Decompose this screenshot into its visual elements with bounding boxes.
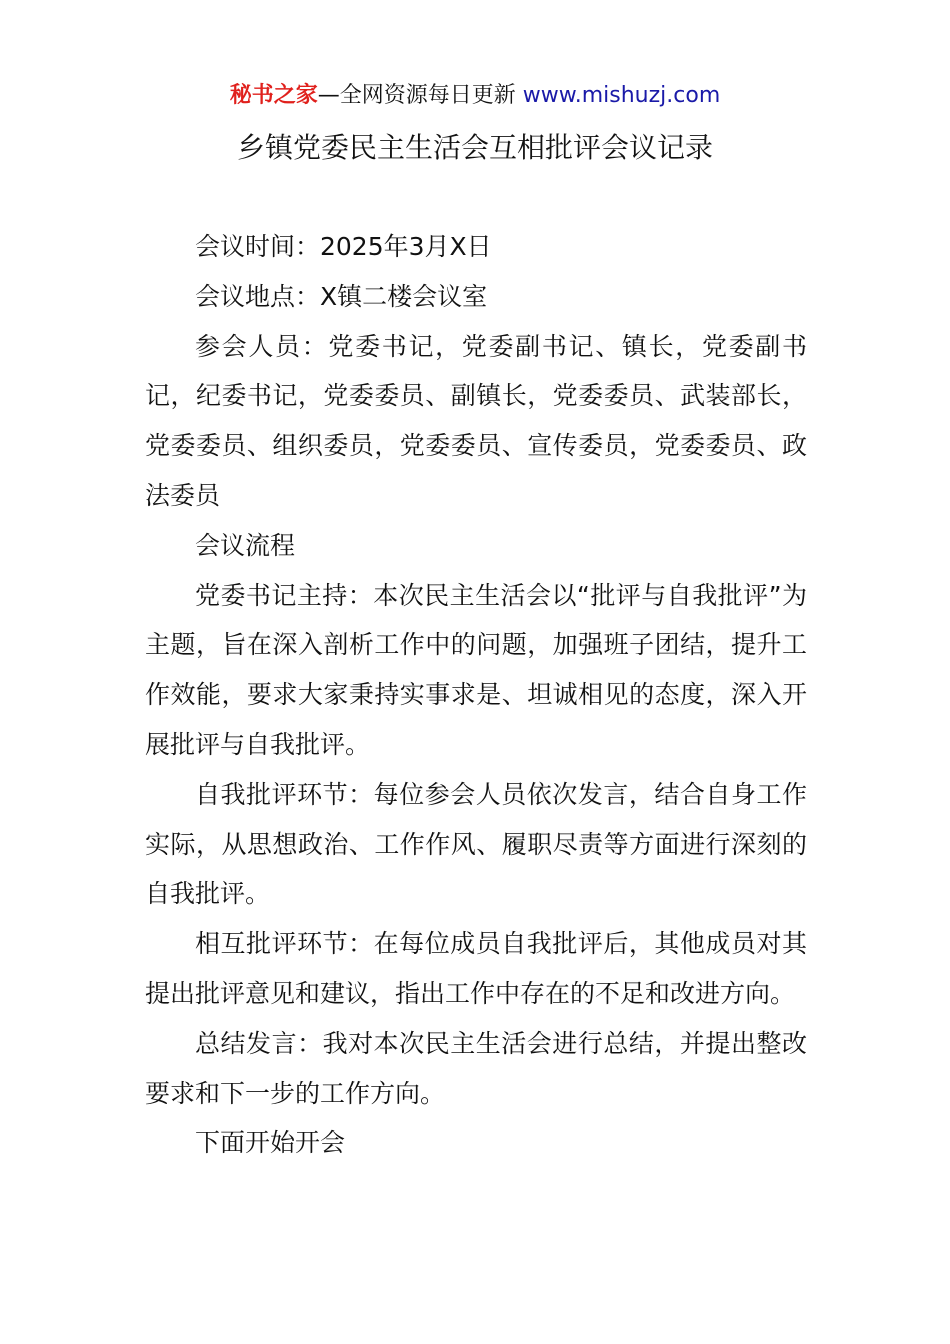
site-link[interactable]: www.mishuzj.com [522, 83, 721, 108]
brand-name: 秘书之家 [229, 83, 318, 108]
site-header [0, 80, 950, 112]
meeting-attendees: 参会人员：党委书记，党委副书记、镇长，党委副书记，纪委书记，党委委员、副镇长，党委委员、武装部长，党委委员、组织委员，党委委员、宣传委员，党委委员、政法委员 [145, 331, 807, 510]
header-tagline: —全网资源每日更新 [317, 83, 516, 108]
chair-opening: 党委书记主持：本次民主生活会以“批评与自我批评”为主题，旨在深入剖析工作中的问题，加强班子团结，提升工作效能，要求大家秉持实事求是、坦诚相见的态度，深入开展批评与自我批评。 [145, 580, 807, 759]
document-title: 乡镇党委民主生活会互相批评会议记录 [236, 131, 713, 164]
meeting-location: 会议地点：X镇二楼会议室 [195, 281, 488, 311]
meeting-time: 会议时间：2025年3月X日 [195, 232, 492, 261]
summary-section: 总结发言：我对本次民主生活会进行总结，并提出整改要求和下一步的工作方向。 [145, 1028, 807, 1108]
document-body [145, 222, 807, 1168]
meeting-agenda-heading: 会议流程 [195, 530, 296, 560]
meeting-start: 下面开始开会 [195, 1128, 346, 1158]
mutual-criticism-section: 相互批评环节：在每位成员自我批评后，其他成员对其提出批评意见和建议，指出工作中存在的不足和改进方向。 [145, 929, 807, 1008]
self-criticism-section: 自我批评环节：每位参会人员依次发言，结合自身工作实际，从思想政治、工作作风、履职尽责等方面进行深刻的自我批评。 [145, 779, 807, 909]
